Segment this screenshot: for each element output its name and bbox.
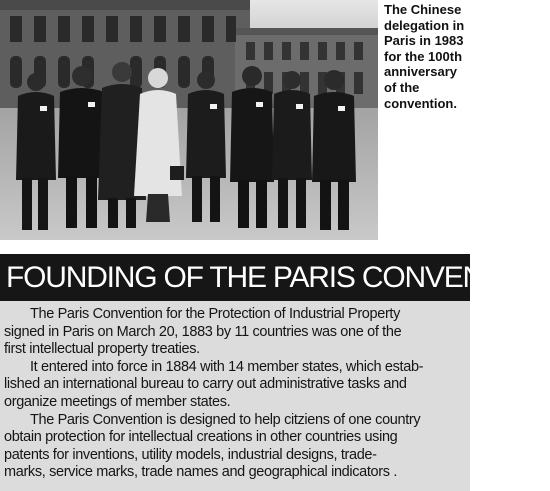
body-line: The Paris Convention is designed to help citziens of one country [30,411,421,428]
photo-caption [384,2,470,111]
caption-line: anniversary [384,64,457,80]
body-line: first intellectual property treaties. [4,341,200,358]
body-line: lished an international bureau to carry out administrative tasks and [4,376,407,393]
body-line: patents for inventions, utility models, industrial designs, trade- [4,446,377,463]
body-line: obtain protection for intellectual creations in other countries using [4,429,398,446]
caption-line: convention. [384,95,457,111]
body-line: It entered into force in 1884 with 14 member states, which estab- [30,358,424,375]
caption-line: for the 100th [384,48,463,64]
caption-line: delegation in [384,17,465,33]
caption-line: of the [384,79,420,95]
caption-line: Paris in 1983 [384,33,464,49]
photo-illustration [0,0,378,240]
body-line: organize meetings of member states. [4,393,231,410]
article-body [4,306,466,482]
delegation-photo [0,0,378,240]
body-line: The Paris Convention for the Protection of Industrial Property [30,306,400,322]
headline: FOUNDING OF THE PARIS CONVENTION [6,261,550,294]
article-body-box [0,301,470,491]
headline-bar [0,254,550,301]
body-line: marks, service marks, trade names and geographical indicators . [4,464,397,481]
caption-line: The Chinese [384,2,462,17]
body-line: signed in Paris on March 20, 1883 by 11 countries was one of the [4,323,402,340]
